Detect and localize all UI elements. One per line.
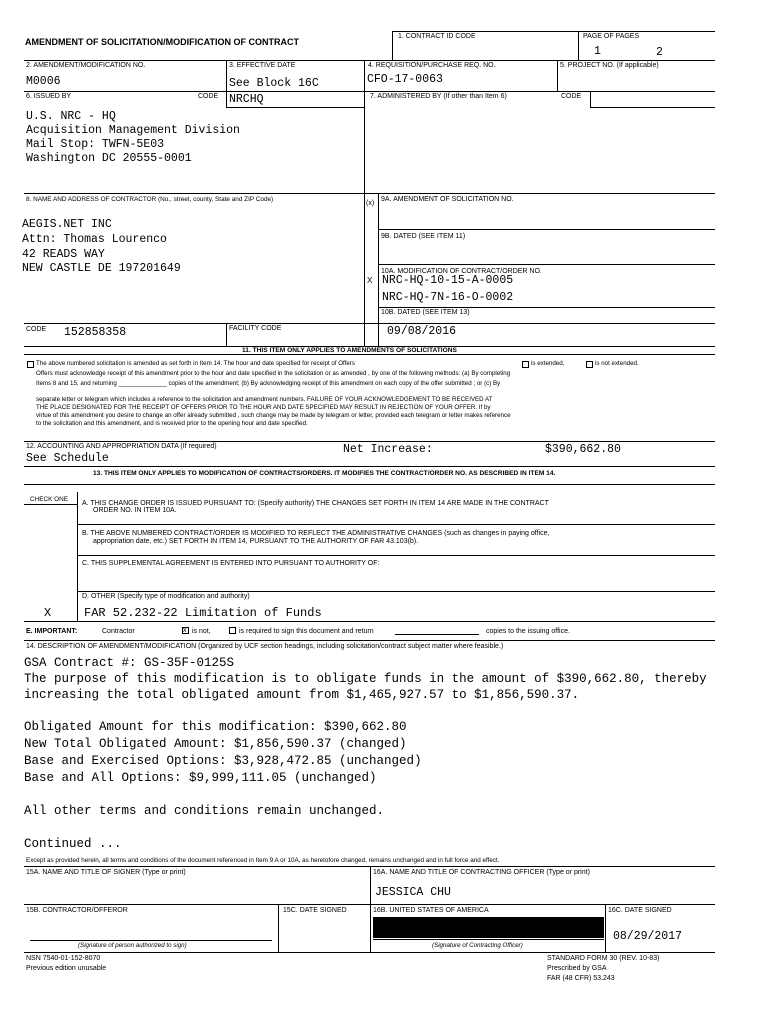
item11-text-line: Items 8 and 15, and returning ______________ copies of the amendment; (b) By acknowledging receipt of this amendment on each copy of the offer submitted ; or (c) By [36,380,501,387]
dated-9b-label: 9B. DATED (SEE ITEM 11) [381,233,466,240]
item11-checkbox[interactable] [27,361,34,368]
contractor-label: 8. NAME AND ADDRESS OF CONTRACTOR (No., street, county, State and ZIP Code) [26,196,274,203]
description-label: 14. DESCRIPTION OF AMENDMENT/MODIFICATION (Organized by UCF section headings, including solicitation/contract subject matter where feasible.) [26,643,504,650]
option-a-line1: A. THIS CHANGE ORDER IS ISSUED PURSUANT TO: (Specify authority) THE CHANGES SET FORTH IN ITEM 14 ARE MADE IN THE CONTRACT [82,500,549,507]
accounting-label: 12. ACCOUNTING AND APPROPRIATION DATA (If required) [26,443,217,450]
req-no-label: 4. REQUISITION/PURCHASE REQ. NO. [368,62,496,69]
description-line: Continued ... [24,837,122,851]
item11-text-line: THE PLACE DESIGNATED FOR THE RECEIPT OF OFFERS PRIOR TO THE HOUR AND DATE SPECIFIED MAY RESULT IN REJECTION OF YOUR OFFER. If by [36,404,491,411]
item11-text-line: to the solicitation and this amendment, and is received prior to the opening hour and date specified. [36,420,308,427]
item11-line1: The above numbered solicitation is amended as set forth in Item 14. The hour and date specified for receipt of Offers [36,360,355,367]
issuer-line: U.S. NRC - HQ [26,110,116,123]
description-line: Base and All Options: $9,999,111.05 (unchanged) [24,771,377,785]
option-d-value: FAR 52.232-22 Limitation of Funds [84,606,322,620]
description-line: The purpose of this modification is to obligate funds in the amount of $390,662.80, thereby [24,672,707,686]
check-one-label: CHECK ONE [30,496,68,503]
description-line: Obligated Amount for this modification: $390,662.80 [24,720,407,734]
extended-label: is extended, [531,360,565,367]
effective-date-label: 3. EFFECTIVE DATE [229,62,296,69]
item11-text-line: virtue of this amendment you desire to change an offer already submitted , such change may be made by telegram or letter, provided each telegram or letter makes reference [36,412,511,419]
contractor-line: Attn: Thomas Lourenco [22,233,167,246]
except-text: Except as provided herein, all terms and conditions of the document referenced in Item 9 A or 10A, as heretofore changed, remains unchanged and in full force and effect. [26,857,500,864]
req-no: CFO-17-0063 [367,73,443,86]
contractor-code-label: CODE [26,326,47,333]
description-line: New Total Obligated Amount: $1,856,590.37 (changed) [24,737,407,751]
copies-to-label: copies to the issuing office. [486,628,570,635]
contractor-word: Contractor [102,628,135,635]
contractor-code: 152858358 [64,326,127,339]
important-label: E. IMPORTANT: [26,628,78,635]
amend-solicitation-label: 9A. AMENDMENT OF SOLICITATION NO. [381,196,514,203]
not-extended-checkbox[interactable] [586,361,593,368]
item11-text-line: Offers must acknowledge receipt of this amendment prior to the hour and date specified in the solicitation or as amended , by one of the following methods: (a) By completing [36,370,511,377]
facility-code-label: FACILITY CODE [229,325,282,332]
sig-person-label: (Signature of person authorized to sign) [78,942,187,949]
form-title: AMENDMENT OF SOLICITATION/MODIFICATION OF CONTRACT [25,37,299,47]
description-line: All other terms and conditions remain unchanged. [24,804,385,818]
sig-officer-label: (Signature of Contracting Officer) [432,942,523,949]
is-not-label: is not, [192,628,211,635]
standard-form-label: STANDARD FORM 30 (REV. 10-83) [547,955,660,962]
page-of-pages-label: PAGE OF PAGES [583,33,640,40]
is-required-checkbox[interactable] [229,627,236,634]
amendment-no: M0006 [26,75,61,88]
issued-by-label: 6. ISSUED BY [26,93,72,100]
contractor-line: AEGIS.NET INC [22,218,112,231]
contractor-line: 42 READS WAY [22,248,105,261]
option-d-check: X [44,606,52,620]
redacted-signature [373,917,604,938]
option-b-line1: B. THE ABOVE NUMBERED CONTRACT/ORDER IS MODIFIED TO REFLECT THE ADMINISTRATIVE CHANGES (such as changes in paying office, [82,530,550,537]
page-number: 1 [594,45,601,58]
extended-checkbox[interactable] [522,361,529,368]
signer-label: 15A. NAME AND TITLE OF SIGNER (Type or print) [26,869,186,876]
issuer-line: Mail Stop: TWFN-5E03 [26,138,165,151]
description-line: increasing the total obligated amount from $1,465,927.57 to $1,856,590.37. [24,688,580,702]
not-extended-label: is not extended. [595,360,639,367]
dated-10b-label: 10B. DATED (SEE ITEM 13) [381,309,470,316]
option-d: D. OTHER (Specify type of modification and authority) [82,593,250,600]
mod-check: X [367,276,373,285]
option-a-line2: ORDER NO. IN ITEM 10A. [93,507,177,514]
issuer-line: Washington DC 20555-0001 [26,152,192,165]
far-label: FAR (48 CFR) 53.243 [547,975,615,982]
nsn-label: NSN 7540-01-152-8070 [26,955,101,962]
officer-label: 16A. NAME AND TITLE OF CONTRACTING OFFICER (Type or print) [373,869,590,876]
description-line: GSA Contract #: GS-35F-0125S [24,656,235,670]
contractor-offeror-label: 15B. CONTRACTOR/OFFEROR [26,907,128,914]
is-required-label: is required to sign this document and return [239,628,374,635]
officer-name: JESSICA CHU [375,886,451,899]
project-no-label: 5. PROJECT NO. (If applicable) [560,62,659,69]
option-b-line2: appropriation date, etc.) SET FORTH IN ITEM 14, PURSUANT TO THE AUTHORITY OF FAR 43.103(b). [93,538,419,545]
prescribed-label: Prescribed by GSA [547,965,607,972]
pages-total: 2 [656,46,663,59]
option-c: C. THIS SUPPLEMENTAL AGREEMENT IS ENTERED INTO PURSUANT TO AUTHORITY OF: [82,560,380,567]
effective-date: See Block 16C [229,77,319,90]
date-16c: 08/29/2017 [613,930,683,943]
issued-code: NRCHQ [229,93,264,106]
accounting-value: See Schedule [26,452,109,465]
administered-code-label: CODE [561,93,582,100]
dated-10b: 09/08/2016 [387,325,457,338]
item11-text-line: separate letter or telegram which includes a reference to the solicitation and amendment numbers. FAILURE OF YOUR ACKNOWLEDGEMENT TO BE RECEIVED AT [36,396,493,403]
item11-header: 11. THIS ITEM ONLY APPLIES TO AMENDMENTS OF SOLICITATIONS [242,347,457,354]
previous-edition-label: Previous edition unusable [26,965,107,972]
mod-contract-label: 10A. MODIFICATION OF CONTRACT/ORDER NO. [381,268,542,275]
net-increase-label: Net Increase: [343,443,433,456]
contract-id-label: 1. CONTRACT ID CODE [398,33,476,40]
description-line: Base and Exercised Options: $3,928,472.85 (unchanged) [24,754,422,768]
date-signed-15c-label: 15C. DATE SIGNED [283,907,347,914]
administered-by-label: 7. ADMINISTERED BY (If other than Item 6) [370,93,507,100]
date-signed-16c-label: 16C. DATE SIGNED [608,907,672,914]
amendment-no-label: 2. AMENDMENT/MODIFICATION NO. [26,62,146,69]
issued-code-label: CODE [198,93,219,100]
x-mark-label: (x) [366,200,375,207]
mod-contract-no: NRC-HQ-10-15-A-0005 [382,274,514,287]
is-not-checkbox[interactable]: x [182,627,189,634]
item13-header: 13. THIS ITEM ONLY APPLIES TO MODIFICATION OF CONTRACTS/ORDERS. IT MODIFIES THE CONTRACT/ORDER NO. AS DESCRIBED IN ITEM 14. [93,470,556,477]
issuer-line: Acquisition Management Division [26,124,240,137]
mod-contract-no-2: NRC-HQ-7N-16-O-0002 [382,291,514,304]
net-increase-value: $390,662.80 [545,443,621,456]
usa-label: 16B. UNITED STATES OF AMERICA [373,907,489,914]
contractor-line: NEW CASTLE DE 197201649 [22,262,181,275]
